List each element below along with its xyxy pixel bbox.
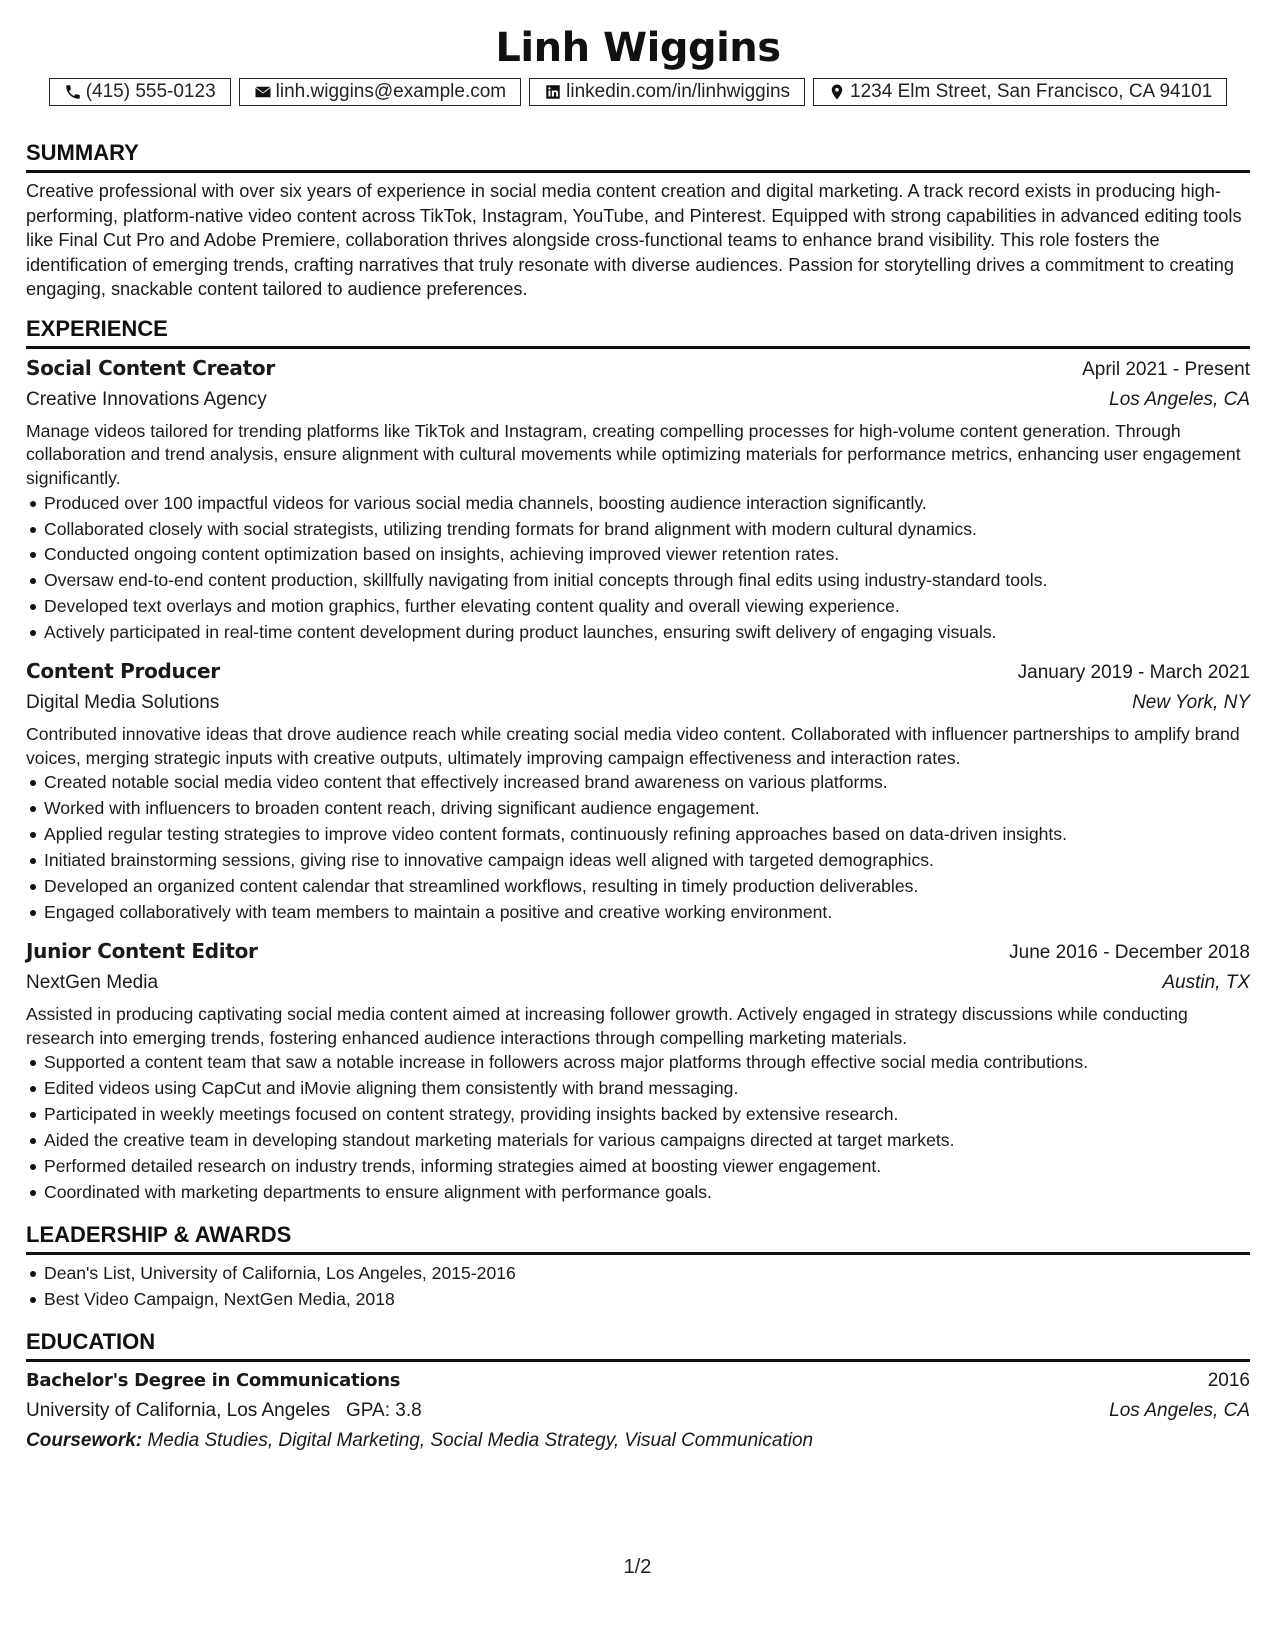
job-company: NextGen Media	[26, 971, 159, 993]
experience-section	[26, 316, 1250, 1206]
job-entry	[26, 656, 1250, 926]
map-marker-icon	[828, 83, 846, 101]
list-item: Participated in weekly meetings focused on content strategy, providing insights backed by extensive research.	[44, 1102, 1250, 1128]
job-company: Digital Media Solutions	[26, 692, 220, 714]
list-item: Aided the creative team in developing standout marketing materials for various campaigns directed at target markets.	[44, 1128, 1250, 1154]
job-description: Assisted in producing captivating social media content aimed at increasing follower growth. Actively engaged in strategy discussions while conducting research into emerging trends, fostering enhanced audience interactions through compelling marketing materials.	[26, 1003, 1188, 1048]
job-entry	[26, 353, 1250, 647]
job-title: Content Producer	[26, 659, 220, 684]
summary-text: Creative professional with over six years of experience in social media content creation and digital marketing. A track record exists in producing high-performing, platform-native video content across TikTok, Instagram, YouTube, and Pinterest. Equipped with strong capabilities in advanced editing tools like Final Cut Pro and Adobe Premiere, collaboration thrives alongside cross-functional teams to enhance brand visibility. This role fosters the identification of emerging trends, crafting narratives that truly resonate with diverse audiences. Passion for storytelling drives a commitment to creating engaging, snackable content tailored to audience preferences.	[26, 181, 1242, 299]
list-item: Supported a content team that saw a notable increase in followers across major platforms through effective social media contributions.	[44, 1050, 1250, 1076]
list-item: Oversaw end-to-end content production, skillfully navigating from initial concepts through final edits using industry-standard tools.	[44, 568, 1250, 594]
list-item: Actively participated in real-time content development during product launches, ensuring swift delivery of engaging visuals.	[44, 620, 1250, 646]
section-title-education: EDUCATION	[26, 1329, 1250, 1362]
list-item: Collaborated closely with social strategists, utilizing trending formats for brand alignment with modern cultural dynamics.	[44, 517, 1250, 543]
job-date: April 2021 - Present	[1082, 358, 1250, 380]
contact-email[interactable]	[239, 78, 522, 106]
list-item: Developed text overlays and motion graphics, further elevating content quality and overall viewing experience.	[44, 594, 1250, 620]
education-coursework	[26, 1426, 1250, 1456]
job-bullets	[26, 770, 1250, 925]
leadership-section	[26, 1222, 1250, 1313]
job-bullets	[26, 1050, 1250, 1205]
list-item: Coordinated with marketing departments to ensure alignment with performance goals.	[44, 1180, 1250, 1206]
contact-address-text: 1234 Elm Street, San Francisco, CA 94101	[850, 81, 1213, 102]
education-year: 2016	[1207, 1369, 1250, 1391]
contact-phone-text: (415) 555-0123	[85, 81, 216, 102]
list-item: Edited videos using CapCut and iMovie aligning them consistently with brand messaging.	[44, 1076, 1250, 1102]
list-item: Developed an organized content calendar that streamlined workflows, resulting in timely production deliverables.	[44, 874, 1250, 900]
list-item: Conducted ongoing content optimization based on insights, achieving improved viewer retention rates.	[44, 542, 1250, 568]
section-title-summary: SUMMARY	[26, 140, 1250, 173]
page-number: 1/2	[623, 1556, 652, 1578]
education-school: University of California, Los Angeles	[26, 1399, 331, 1421]
list-item: Worked with influencers to broaden content reach, driving significant audience engagement.	[44, 796, 1250, 822]
section-title-experience: EXPERIENCE	[26, 316, 1250, 349]
job-date: June 2016 - December 2018	[1009, 941, 1250, 963]
list-item: Dean's List, University of California, Los Angeles, 2015-2016	[44, 1261, 1250, 1287]
list-item: Engaged collaboratively with team members to maintain a positive and creative working environment.	[44, 900, 1250, 926]
summary-section	[26, 140, 1250, 302]
contact-linkedin-text: linkedin.com/in/linhwiggins	[566, 81, 791, 102]
phone-icon	[64, 83, 82, 101]
list-item: Created notable social media video content that effectively increased brand awareness on various platforms.	[44, 770, 1250, 796]
job-description: Manage videos tailored for trending platforms like TikTok and Instagram, creating compelling processes for high-volume content generation. Through collaboration and trend analysis, ensure alignment with cultural movements while optimizing materials for performance metrics, enhancing user engagement significantly.	[26, 420, 1241, 488]
list-item: Applied regular testing strategies to improve video content formats, continuously refining approaches based on data-driven insights.	[44, 822, 1250, 848]
job-location: New York, NY	[1132, 692, 1250, 714]
job-location: Los Angeles, CA	[1109, 388, 1250, 410]
contact-linkedin[interactable]	[529, 78, 805, 106]
list-item: Performed detailed research on industry trends, informing strategies aimed at boosting viewer engagement.	[44, 1154, 1250, 1180]
job-bullets	[26, 491, 1250, 646]
list-item: Best Video Campaign, NextGen Media, 2018	[44, 1287, 1250, 1313]
envelope-icon	[254, 83, 272, 101]
list-item: Initiated brainstorming sessions, giving rise to innovative campaign ideas well aligned with targeted demographics.	[44, 848, 1250, 874]
resume-page	[26, 0, 1250, 1456]
job-description: Contributed innovative ideas that drove audience reach while creating social media video content. Collaborated with influencer partnerships to amplify brand voices, merging strategic inputs with creative outputs, ultimately improving campaign effectiveness and interaction rates.	[26, 724, 1240, 768]
education-degree: Bachelor's Degree in Communications	[26, 1369, 401, 1391]
contact-bar	[26, 78, 1250, 106]
job-date: January 2019 - March 2021	[1017, 662, 1250, 684]
contact-address[interactable]	[813, 78, 1227, 106]
linkedin-icon	[544, 83, 562, 101]
contact-email-text: linh.wiggins@example.com	[275, 81, 507, 102]
job-company: Creative Innovations Agency	[26, 388, 267, 410]
job-title: Social Content Creator	[26, 355, 275, 380]
education-section	[26, 1329, 1250, 1456]
job-title: Junior Content Editor	[26, 938, 258, 963]
list-item: Produced over 100 impactful videos for various social media channels, boosting audience interaction significantly.	[44, 491, 1250, 517]
job-location: Austin, TX	[1162, 971, 1250, 993]
coursework-list: Media Studies, Digital Marketing, Social Media Strategy, Visual Communication	[147, 1429, 814, 1451]
awards-list	[26, 1261, 1250, 1313]
candidate-name: Linh Wiggins	[495, 25, 781, 71]
job-entry	[26, 936, 1250, 1206]
coursework-label: Coursework:	[26, 1429, 143, 1451]
education-gpa: GPA: 3.8	[346, 1399, 422, 1421]
education-location: Los Angeles, CA	[1109, 1399, 1250, 1421]
education-school-line	[26, 1397, 422, 1425]
contact-phone[interactable]	[49, 78, 231, 106]
section-title-leadership: LEADERSHIP & AWARDS	[26, 1222, 1250, 1255]
